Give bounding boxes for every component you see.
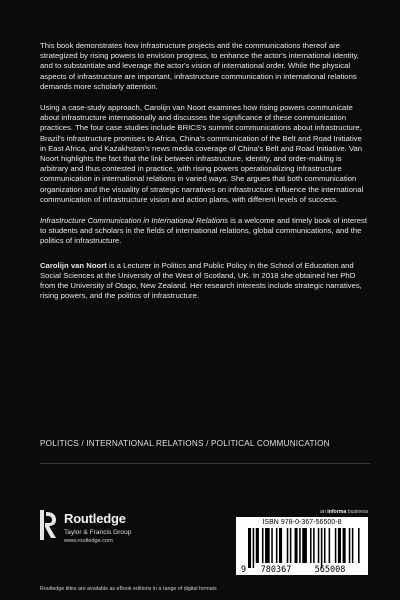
barcode-bar — [349, 528, 351, 563]
barcode-digits: 565008 — [314, 565, 346, 574]
barcode-bar — [265, 528, 270, 563]
ebook-availability-note: Routledge titles are available as eBook editions in a range of digital formats — [40, 586, 217, 592]
book-title-italic: Infrastructure Communication in International Relations — [40, 216, 229, 226]
barcode-digits: 780367 — [260, 565, 292, 574]
barcode-bar — [321, 528, 323, 568]
barcode-bar — [276, 528, 278, 563]
barcode-bar — [256, 528, 259, 563]
barcode-bar — [290, 528, 292, 563]
blurb-column — [40, 41, 368, 301]
blurb-paragraph-2: Using a case-study approach, Carolijn van Noort examines how rising powers communicate about infrastructure internationally and discusses the significance of these communication practices. The four case studies include BRICS's summit communications about infrastructure, Brazil's infrastructure promises to Africa, China's communication of the Belt and Road Initiative in East Africa, and Kazakhstan's news media coverage of China's Belt and Road Initiative. Van Noort highlights the fact that the link between infrastructure, identity, and order-making is arbitrary and thus contested in practice, with rising powers operationalizing infrastructure communication in international relations in varied ways. She argues that both communication organization and the visuality of strategic narratives on infrastructure influence the international communication of infrastructure vision and action plans, with different levels of success. — [40, 103, 364, 204]
publisher-name: Routledge — [64, 511, 126, 526]
barcode-bar — [358, 528, 360, 563]
barcode-bar — [279, 528, 282, 563]
blurb-paragraph-3-rest: is a welcome and timely book of interest to students and scholars in the fields of international relations, global communications, and the politics of infrastructure. — [40, 216, 367, 246]
barcode-bar — [253, 528, 255, 568]
informa-suffix: business — [346, 509, 369, 515]
barcode-bar — [329, 528, 331, 563]
barcode-bar — [299, 528, 301, 563]
barcode-bar — [310, 528, 312, 563]
barcode-bar — [324, 528, 326, 563]
blurb-paragraph-1: This book demonstrates how infrastructure projects and the communications thereof are strategized by rising powers to envision progress, to enhance the actor's international identity, and to substantiate and leverage the actor's vision of international order. While the physical aspects of infrastructure are important, infrastructure communication in international relations demands more scholarly attention. — [40, 41, 359, 91]
barcode-icon — [238, 528, 366, 574]
publisher-group: Taylor & Francis Group — [64, 529, 132, 536]
barcode-bar — [313, 528, 315, 563]
barcode-bar — [271, 528, 273, 563]
barcode-bar — [302, 528, 307, 563]
barcode-panel — [236, 517, 368, 575]
barcode-bar — [287, 528, 289, 563]
divider — [40, 463, 370, 464]
isbn-number: ISBN 978-0-367-56500-8 — [262, 519, 342, 526]
barcode-bar — [335, 528, 337, 563]
routledge-logo-icon — [40, 510, 58, 540]
barcode-bar — [295, 528, 298, 563]
author-bio — [40, 261, 368, 302]
publisher-block — [40, 510, 210, 560]
barcode-digits: 9 — [241, 565, 247, 574]
barcode-bar — [318, 528, 320, 563]
publisher-url: www.routledge.com — [64, 538, 113, 544]
informa-brand: informa — [327, 509, 347, 515]
subject-categories: POLITICS / INTERNATIONAL RELATIONS / POLITICAL COMMUNICATION — [40, 439, 330, 448]
informa-business-line — [320, 509, 368, 515]
barcode-bar — [352, 528, 354, 563]
barcode-bar — [343, 528, 346, 563]
barcode-bar — [262, 528, 264, 563]
barcode-bar — [248, 528, 251, 568]
author-name: Carolijn van Noort — [40, 260, 107, 270]
barcode-bar — [338, 528, 341, 563]
informa-prefix: an — [320, 509, 328, 515]
blurb-paragraph-3 — [40, 216, 368, 247]
author-bio-text: is a Lecturer in Politics and Public Policy in the School of Education and Social Sciences at the University of the West of Scotland, UK. In 2018 she obtained her PhD from the University of Otago, New Zealand. Her research interests include strategic narratives, rising powers, and the politics of infrastructure. — [40, 260, 362, 301]
